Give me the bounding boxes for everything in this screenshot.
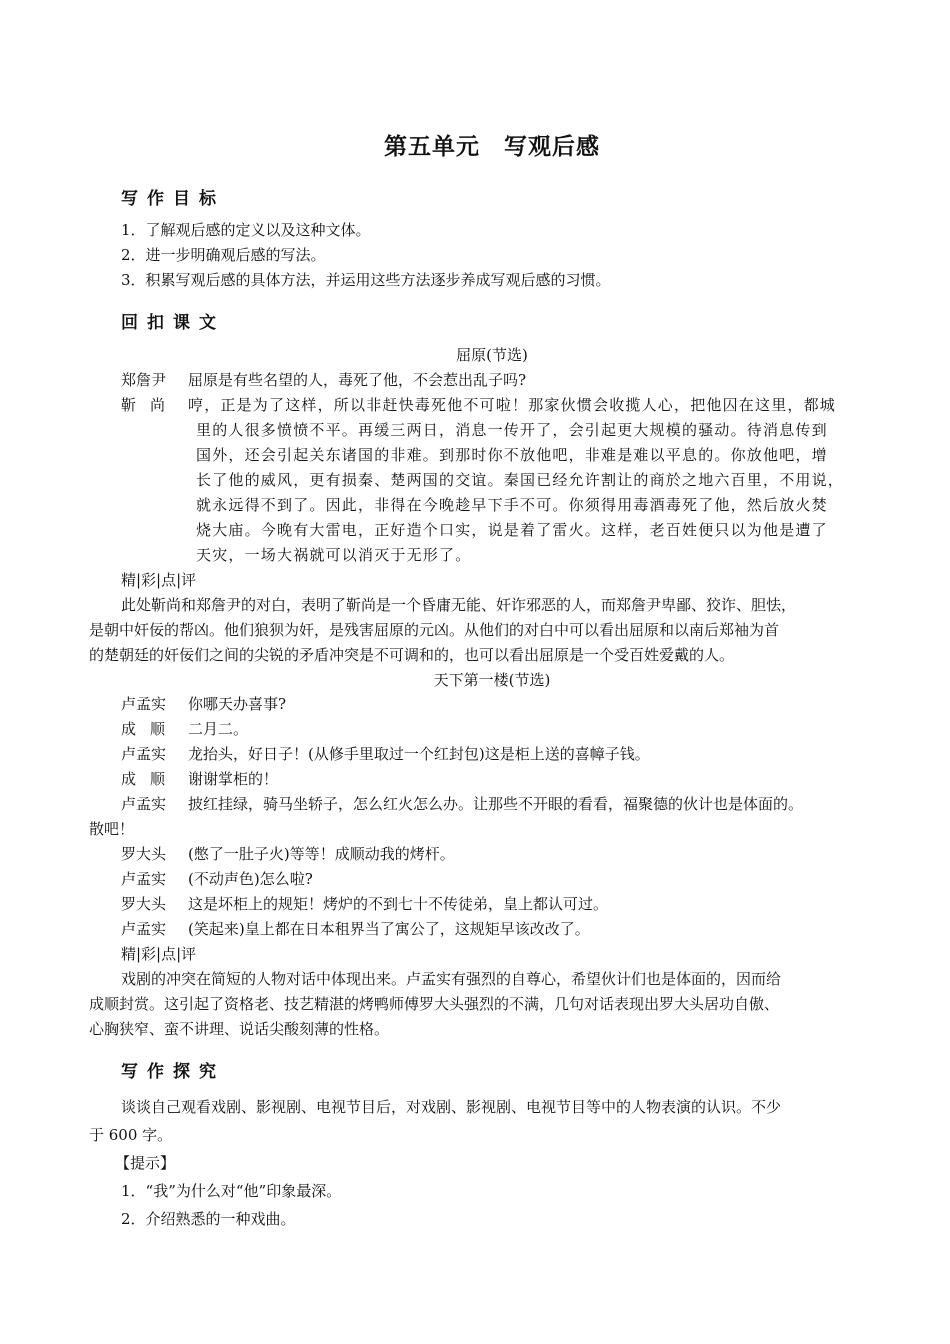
title-topic: 写观后感 bbox=[504, 134, 600, 160]
dialogue-continuation: 天灾，一场大祸就可以消灭于无形了。 bbox=[196, 546, 472, 564]
comment-text: 心胸狭窄、蛮不讲理、说话尖酸刻薄的性格。 bbox=[89, 1020, 390, 1038]
dialogue-text: 龙抬头，好日子！(从修手里取过一个红封包)这是柜上送的喜幛子钱。 bbox=[188, 745, 650, 763]
speaker-name: 成顺 bbox=[121, 770, 180, 788]
speaker-name: 郑詹尹 bbox=[121, 371, 167, 389]
dialogue-text: 这是坏柜上的规矩！烤炉的不到七十不传徒弟，皇上都认可过。 bbox=[188, 895, 609, 913]
hint-label: 【提示】 bbox=[115, 1154, 176, 1172]
dialogue-text: 披红挂绿，骑马坐轿子，怎么红火怎么办。让那些不开眼的看看，福聚德的伙计也是体面的。 bbox=[188, 795, 804, 813]
dialogue-text: 哼，正是为了这样，所以非赶快毒死他不可啦！那家伙惯会收揽人心，把他囚在这里，都城 bbox=[188, 396, 837, 414]
dialogue-line bbox=[121, 869, 313, 889]
speaker-name: 罗大头 bbox=[121, 895, 167, 913]
dialogue-text: (憋了一肚子火)等等！成顺动我的烤杆。 bbox=[188, 845, 455, 863]
hint-item: 2．介绍熟悉的一种戏曲。 bbox=[121, 1210, 296, 1228]
excerpt-title: 天下第一楼(节选) bbox=[433, 671, 551, 689]
dialogue-text: 谢谢掌柜的！ bbox=[188, 770, 279, 788]
dialogue-text: (笑起来)皇上都在日本租界当了寓公了，这规矩早该改改了。 bbox=[188, 920, 590, 938]
speaker-name: 成顺 bbox=[121, 720, 180, 738]
goal-item: 3．积累写观后感的具体方法，并运用这些方法逐步养成写观后感的习惯。 bbox=[121, 271, 611, 289]
dialogue-text: 屈原是有些名望的人，毒死了他，不会惹出乱子吗? bbox=[188, 371, 527, 389]
speaker-name: 罗大头 bbox=[121, 845, 167, 863]
speaker-name: 卢孟实 bbox=[121, 745, 167, 763]
dialogue-line bbox=[121, 769, 278, 789]
speaker-name: 卢孟实 bbox=[121, 795, 167, 813]
speaker-name: 卢孟实 bbox=[121, 695, 167, 713]
comment-text: 的楚朝廷的奸佞们之间的尖锐的矛盾冲突是不可调和的，也可以看出屈原是一个受百姓爱戴的人。 bbox=[89, 646, 735, 664]
dialogue-continuation: 国外，还会引起关东诸国的非难。到那时你不放他吧，非难是难以平息的。你放他吧，增 bbox=[196, 446, 828, 464]
dialogue-line bbox=[121, 844, 455, 864]
comment-label: 精|彩|点|评 bbox=[121, 945, 197, 963]
dialogue-continuation: 里的人很多愤愤不平。再缓三两日，消息一传开了，会引起更大规模的骚动。待消息传到 bbox=[196, 421, 828, 439]
writing-prompt: 于 600 字。 bbox=[89, 1126, 173, 1144]
dialogue-line bbox=[121, 894, 608, 914]
goal-item: 2．进一步明确观后感的写法。 bbox=[121, 246, 326, 264]
comment-text: 戏剧的冲突在简短的人物对话中体现出来。卢孟实有强烈的自尊心，希望伙计们也是体面的，因而给 bbox=[121, 970, 782, 988]
dialogue-continuation: 长了他的威风，更有损秦、楚两国的交谊。秦国已经允许割让的商於之地六百里，不用说， bbox=[196, 471, 845, 489]
speaker-name: 卢孟实 bbox=[121, 870, 167, 888]
dialogue-text: 二月二。 bbox=[188, 720, 249, 738]
dialogue-text: (不动声色)怎么啦? bbox=[188, 870, 313, 888]
dialogue-continuation: 就永远得不到了。因此，非得在今晚趁早下手不可。你须得用毒酒毒死了他，然后放火焚 bbox=[196, 496, 828, 514]
section-heading-goals: 写作目标 bbox=[121, 189, 225, 209]
dialogue-line bbox=[121, 919, 590, 939]
speaker-name: 靳尚 bbox=[121, 396, 180, 414]
dialogue-line bbox=[121, 794, 803, 814]
goal-item: 1．了解观后感的定义以及这种文体。 bbox=[121, 221, 371, 239]
section-heading-review: 回扣课文 bbox=[121, 313, 225, 333]
dialogue-line bbox=[121, 370, 526, 390]
comment-text: 此处靳尚和郑詹尹的对白，表明了靳尚是一个昏庸无能、奸诈邪恶的人，而郑詹尹卑鄙、狡诈、胆怯， bbox=[121, 596, 797, 614]
writing-prompt: 谈谈自己观看戏剧、影视剧、电视节目后，对戏剧、影视剧、电视节目等中的人物表演的认识。不少 bbox=[121, 1098, 782, 1116]
dialogue-line bbox=[121, 694, 286, 714]
comment-text: 是朝中奸佞的帮凶。他们狼狈为奸，是残害屈原的元凶。从他们的对白中可以看出屈原和以南后郑袖为首 bbox=[89, 621, 780, 639]
comment-text: 成顺封赏。这引起了资格老、技艺精湛的烤鸭师傅罗大头强烈的不满，几句对话表现出罗大头居功自傲、 bbox=[89, 995, 780, 1013]
dialogue-line bbox=[121, 395, 836, 415]
hint-item: 1．“我”为什么对“他”印象最深。 bbox=[121, 1182, 342, 1200]
page-title bbox=[0, 128, 950, 161]
dialogue-continuation: 烧大庙。今晚有大雷电，正好造个口实，说是着了雷火。这样，老百姓便只以为他是遭了 bbox=[196, 521, 828, 539]
dialogue-continuation: 散吧！ bbox=[89, 820, 135, 838]
title-unit: 第五单元 bbox=[384, 134, 480, 160]
speaker-name: 卢孟实 bbox=[121, 920, 167, 938]
dialogue-line bbox=[121, 744, 650, 764]
section-heading-explore: 写作探究 bbox=[121, 1062, 225, 1082]
dialogue-text: 你哪天办喜事? bbox=[188, 695, 287, 713]
excerpt-title: 屈原(节选) bbox=[456, 346, 528, 364]
dialogue-line bbox=[121, 719, 248, 739]
comment-label: 精|彩|点|评 bbox=[121, 571, 197, 589]
